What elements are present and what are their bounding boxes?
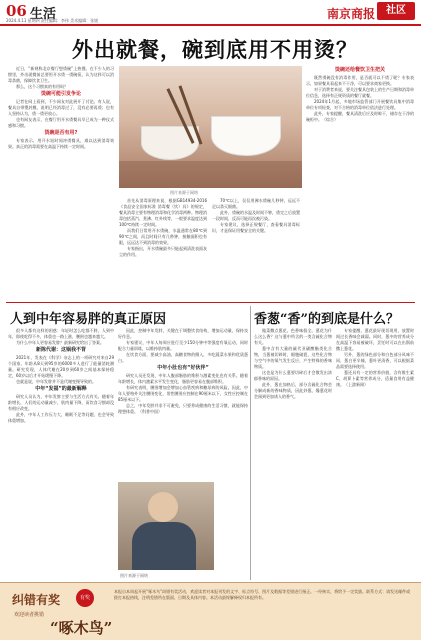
paragraph: 另外，葱的绿色部分和白色部分风味不同，葱白更辛辣，葱叶更清香，可以根据菜品需要选择使用。 [336, 352, 414, 369]
middle-column-a [119, 198, 207, 298]
paragraph: 既然烫碗没有消毒作用，是否就可以不烫了呢？专家表示，如果餐具看起来不干净，可以要求商家更换。 [306, 75, 414, 86]
paragraph: 也有网友表示，在餐厅用开水烫餐具早已成为一种仪式感和习惯。 [8, 117, 114, 128]
story2-headline: 人到中年容易胖的真正原因 [10, 312, 167, 327]
paragraph: 此外，葱在加热后，部分含硫化合物会分解成新的香味物质，因此炒葱、爆葱花时会闻到更加诱人的香气。 [254, 382, 332, 399]
paragraph: 此外，中年人工作压力大、睡眠不足等问题，也会导致体重增加。 [8, 412, 114, 423]
paragraph: 总之，中年发胖并非不可避免，只要养成健康的生活习惯，就能保持理想体重。（科普中国） [118, 403, 248, 414]
story3-column-1 [254, 328, 332, 578]
paragraph: 2021年，发表在《科学》杂志上的一项研究对来自29个国家、年龄从8天到95岁的6000多人进行了能量消耗测量。研究发现，人体代谢在20岁到60岁之间基本保持稳定，60岁以后才开始缓慢下降。 [8, 355, 114, 378]
subhead-a: 烫碗可能引发争论 [40, 91, 81, 97]
paragraph: 葱还具有一定的营养价值，含有维生素C、胡萝卜素等营养成分，适量食用有益健康。（上游新闻） [336, 370, 414, 387]
masthead: 南京商报 [326, 7, 375, 21]
paragraph: 记者在网上看到，不少网友对此展开了讨论。有人说，餐具自带塑封膜、说明已经消毒过了，没有必要再烫；也有人坚持认为，烫一烫更放心。 [8, 99, 114, 116]
promo-brand: “啄木鸟” [50, 619, 113, 637]
promo-subtitle: 欢迎读者挑错 [14, 612, 45, 618]
paragraph: 也就是说，中年发胖并不是代谢变慢导致的。 [16, 379, 96, 384]
column-divider [250, 306, 251, 580]
paragraph: 这也是为什么葱要切碎后才会散发出浓郁香味的原因。 [254, 370, 332, 381]
story2-subhead-3: 中年小肚也有“好伙伴” [157, 365, 209, 371]
food-photo [119, 66, 302, 188]
table-surface [119, 161, 302, 188]
photo-caption: 图片来源于网络 [120, 573, 148, 578]
paragraph: 有研究表明，腰围增加会增加心血管疾病和糖尿病的风险。因此，中年人要格外关注腰围变化，男性腰围应控制在90厘米以下，女性应控制在85厘米以下。 [118, 385, 248, 402]
paragraph: 很多人都有这样的困惑：年轻时怎么吃都不胖，人到中年，即使吃得不多，体重也一路上涨，腰围也越来越大。 [8, 328, 114, 339]
paragraph: 此外，专家提醒，餐具清洗后应及时晾干，储存在干净的碗柜中。（综合） [306, 111, 414, 122]
person-photo [118, 482, 214, 570]
paragraph: 对于消费者来说，要关注餐具包装上的生产日期和消毒单位信息，选择有正规资质的餐厅就餐。 [306, 87, 414, 98]
story3-headline: 香葱“香”的到底是什么？ [254, 312, 399, 327]
page-header [0, 0, 421, 26]
body-icon [132, 522, 196, 570]
issue-info: 2024.4.11 星期四 责任编辑：李伟 美术编辑：张媛 [6, 18, 99, 23]
paragraph: 研究人员认为，中年发胖主要与生活方式有关。随着年龄增长，人们的运动量减少，肌肉量下降，而饮食习惯却没有相应改变。 [8, 394, 114, 411]
bowl-icon [141, 126, 199, 160]
promo-text: 本报自本周起开展“啄木鸟”纠错有奖活动，欢迎读者对本报刊发的文字、标点符号、图片及数据等差错进行指正。一经核实，将给予一定奖励。联系方式：请发送邮件或拨打本报热线，注明差错所在版面、日期及具体内容。本活动最终解释权归本报所有。 [114, 589, 411, 600]
paragraph: 因此，控制中年发胖，关键在于调整饮食结构，增加运动量，保持良好作息。 [118, 328, 248, 339]
section-name: 生活 [30, 7, 57, 22]
right-column [306, 66, 414, 298]
paragraph: 葱中含有大量的硫代亚磺酸酯类化合物，当葱被切碎时，细胞破裂，这些化合物与空气中的氧气发生反应，产生特殊的香味物质。 [254, 346, 332, 369]
newspaper-logo: 社区 [377, 2, 415, 20]
section-divider [6, 302, 415, 303]
bowl-icon [211, 116, 281, 156]
paragraph: 专家提醒，葱花最好现切现用，放置时间过长香味会减弱。同时，葱中的营养成分在高温下容易被破坏，烹饪时可以在出锅前撒上葱花。 [336, 328, 414, 351]
paragraph: 近日，“新规称北京餐厅想烫碗”上热搜。在不少人的习惯里，外出就餐前总要用开水烫一烫碗筷，认为这样可以消毒杀菌，保障饮食卫生。 [8, 66, 114, 83]
paragraph: 70℃以上，仅仅用沸水烫碗几秒钟，远远不足以杀灭细菌。 [212, 198, 300, 209]
paragraph: 专家表示，用开水短时间冲烫餐具，难以达到消毒效果。真正的消毒需要在高温下持续一定时间。 [8, 138, 114, 149]
paragraph: 2024年1月起，多地市场监管部门开展餐饮具集中消毒单位专项检查，对不合格的消毒单位依法进行处理。 [306, 99, 414, 110]
paragraph: 而我们日常用开水烫碗，水温通常在80℃到90℃之间，而且时间只有几秒钟，接触面积也有限，远远达不到消毒的效果。 [119, 228, 207, 245]
subhead-c: 烫碗还给餐饮卫生把关 [334, 67, 385, 73]
story2-column-2 [118, 328, 248, 478]
paragraph: 专家建议，选择正规餐厅，查看餐具消毒标识，才是保证用餐安全的关键。 [212, 222, 300, 233]
head-icon [148, 492, 178, 522]
paragraph: 专家指出，开水烫碗最多只能起到清洗表面灰尘的作用。 [119, 246, 207, 257]
story2-subhead-1: 新陈代谢：这锅我不背 [35, 347, 86, 353]
promo-banner [0, 582, 421, 640]
story3-column-2 [336, 328, 414, 578]
left-column [8, 66, 114, 296]
paragraph: 为什么中年人更容易发胖？最新研究给出了答案。 [16, 340, 104, 345]
subhead-b: 烫碗是否有用? [44, 130, 78, 136]
story2-column-1 [8, 328, 114, 578]
paragraph: 在饮食方面，要减少高油、高糖食物的摄入，多吃蔬菜水果和优质蛋白。 [118, 352, 248, 363]
paragraph: 此外，烫碗的水温及时间不够，烫完之后放置一段时间，反而可能再次被污染。 [212, 210, 300, 221]
story2-subhead-2: 中年“发福”的最新解释 [35, 386, 87, 392]
paragraph: 首先从消毒原理来说，根据GB14934-2016《食品安全国家标准 消毒餐（饮）具》的规定，餐具消毒主要有物理消毒和化学消毒两种。物理消毒包括蒸汽、煮沸、红外线等，一般要求温度达到100℃持续一定时间。 [119, 198, 207, 227]
seal-icon: 有奖 [76, 589, 94, 607]
paragraph: 做菜撒点葱花，色香味俱全。葱花为什么这么香？这与葱中所含的一类含硫化合物有关。 [254, 328, 332, 345]
paragraph: 专家建议，中年人每周应进行至少150分钟中等强度有氧运动，同时配合力量训练，以维持肌肉量。 [118, 340, 248, 351]
main-headline: 外出就餐，碗到底用不用烫？ [72, 37, 358, 62]
paragraph: 那么，这个习惯真的有用吗？ [16, 84, 68, 89]
page-number: 06 [6, 2, 27, 20]
paragraph: 研究人员还发现，中年人腹部脂肪的堆积与激素变化也有关系。随着年龄增长，体内激素水平发生变化，脂肪更容易在腹部堆积。 [118, 373, 248, 384]
promo-title: 纠错有奖 [12, 593, 61, 607]
photo-caption: 图片来源于网络 [170, 190, 198, 195]
middle-column-b [212, 198, 300, 298]
